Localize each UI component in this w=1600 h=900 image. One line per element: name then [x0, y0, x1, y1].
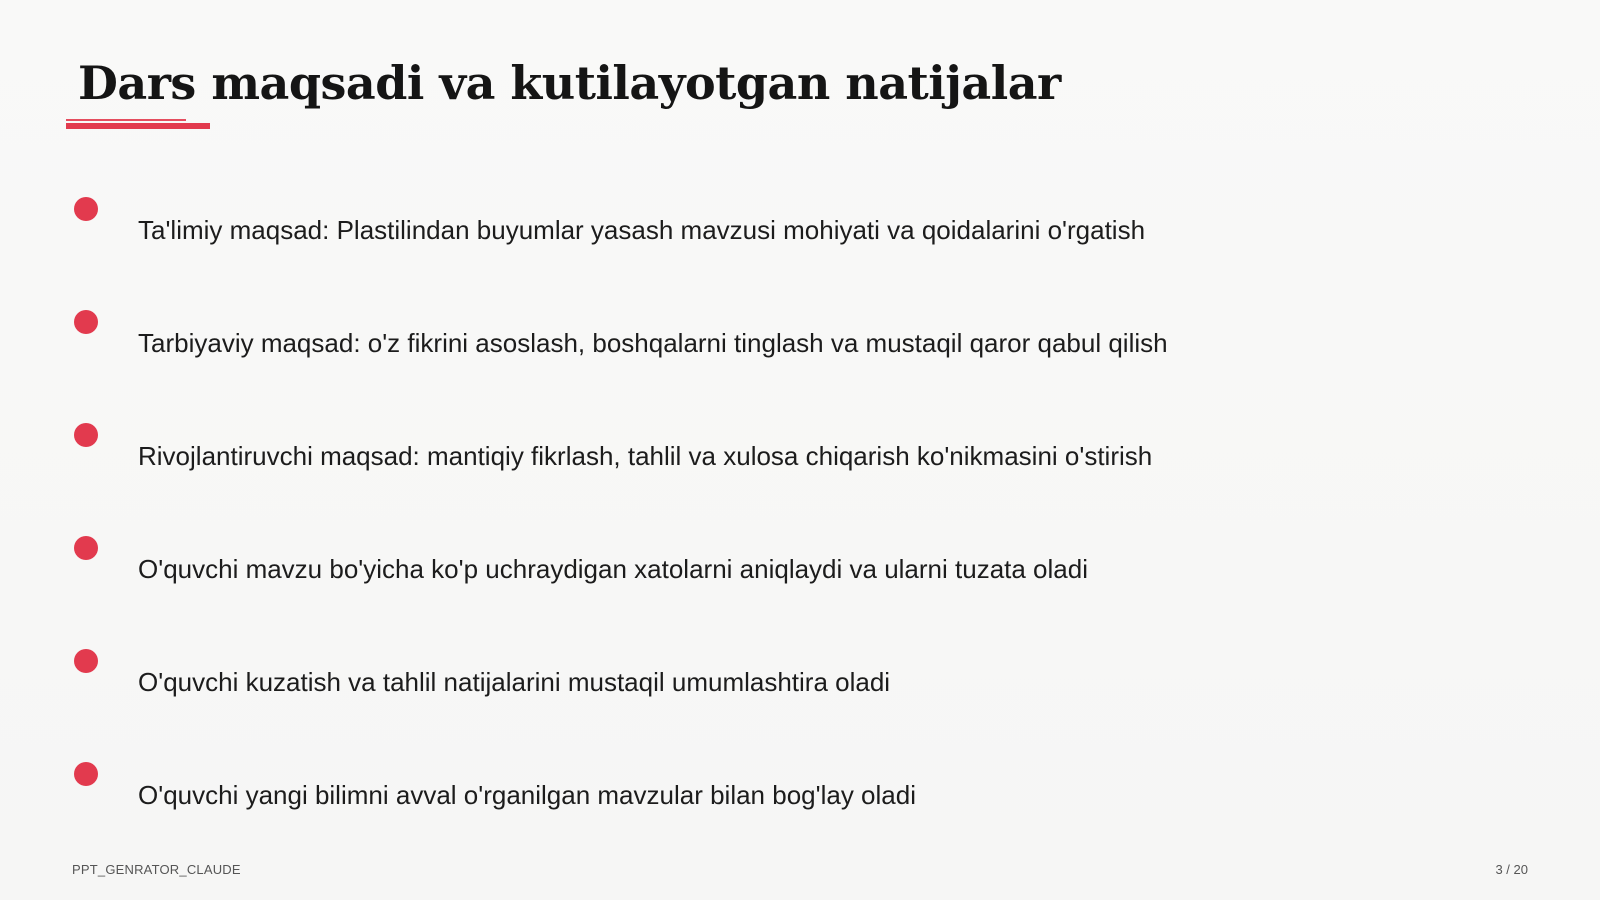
bullet-icon	[74, 423, 98, 447]
list-item	[74, 197, 1474, 277]
list-item	[74, 649, 1474, 729]
bullet-icon	[74, 536, 98, 560]
bullet-text: Tarbiyaviy maqsad: o'z fikrini asoslash, boshqalarni tinglash va mustaqil qaror qabul qilish	[138, 328, 1168, 358]
footer-brand: PPT_GENRATOR_CLAUDE	[72, 862, 241, 877]
list-item	[74, 310, 1474, 390]
bullet-text: O'quvchi mavzu bo'yicha ko'p uchraydigan xatolarni aniqlaydi va ularni tuzata oladi	[138, 554, 1088, 584]
bullet-icon	[74, 649, 98, 673]
bullet-icon	[74, 197, 98, 221]
bullet-text: Rivojlantiruvchi maqsad: mantiqiy fikrlash, tahlil va xulosa chiqarish ko'nikmasini o'stirish	[138, 441, 1153, 471]
list-item	[74, 423, 1474, 503]
list-item	[74, 536, 1474, 616]
slide-title: Dars maqsadi va kutilayotgan natijalar	[78, 56, 1061, 110]
list-item	[74, 762, 1474, 842]
bullet-text: O'quvchi yangi bilimni avval o'rganilgan mavzular bilan bog'lay oladi	[138, 780, 916, 810]
bullet-text: Ta'limiy maqsad: Plastilindan buyumlar yasash mavzusi mohiyati va qoidalarini o'rgatish	[138, 215, 1146, 245]
bullet-icon	[74, 310, 98, 334]
bullet-text: O'quvchi kuzatish va tahlil natijalarini mustaqil umumlashtira oladi	[138, 667, 891, 697]
bullet-icon	[74, 762, 98, 786]
page-indicator: 3 / 20	[1495, 862, 1528, 877]
